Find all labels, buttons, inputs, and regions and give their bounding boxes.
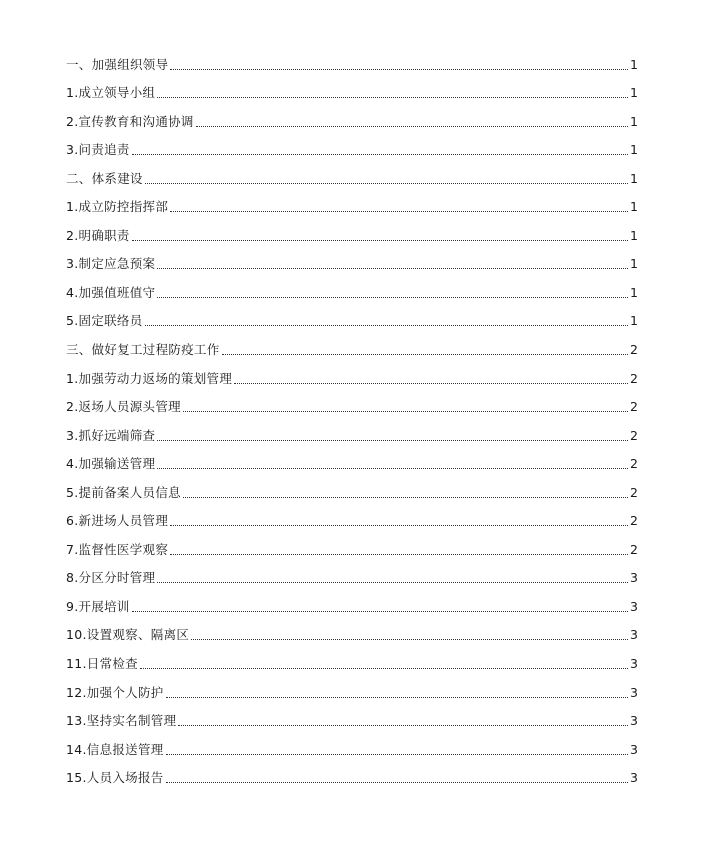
toc-dot-leader xyxy=(166,697,628,698)
toc-dot-leader xyxy=(145,325,629,326)
toc-page-number: 2 xyxy=(630,456,638,472)
toc-entry-text: 14.信息报送管理 xyxy=(66,741,164,757)
toc-entry-text: 2.明确职责 xyxy=(66,227,130,243)
toc-page-number: 1 xyxy=(630,113,638,129)
toc-dot-leader xyxy=(234,383,628,384)
toc-dot-leader xyxy=(196,126,628,127)
toc-entry-text: 9.开展培训 xyxy=(66,598,130,614)
toc-dot-leader xyxy=(170,211,628,212)
toc-dot-leader xyxy=(166,754,628,755)
toc-entry[interactable] xyxy=(66,130,638,159)
toc-entry-text: 2.宣传教育和沟通协调 xyxy=(66,113,194,129)
toc-dot-leader xyxy=(157,268,628,269)
toc-entry-text: 12.加强个人防护 xyxy=(66,684,164,700)
toc-dot-leader xyxy=(157,468,628,469)
toc-entry[interactable] xyxy=(66,558,638,587)
toc-dot-leader xyxy=(170,525,628,526)
toc-entry[interactable] xyxy=(66,415,638,444)
toc-entry[interactable] xyxy=(66,329,638,358)
toc-dot-leader xyxy=(157,582,628,583)
toc-dot-leader xyxy=(222,354,628,355)
toc-entry[interactable] xyxy=(66,529,638,558)
toc-entry-text: 8.分区分时管理 xyxy=(66,570,156,586)
toc-dot-leader xyxy=(170,554,628,555)
toc-page-number: 3 xyxy=(630,713,638,729)
toc-page-number: 1 xyxy=(630,313,638,329)
toc-page-number: 3 xyxy=(630,570,638,586)
toc-entry-text: 15.人员入场报告 xyxy=(66,770,164,786)
toc-entry[interactable] xyxy=(66,444,638,473)
toc-page-number: 1 xyxy=(630,256,638,272)
toc-entry-text: 2.返场人员源头管理 xyxy=(66,399,181,415)
toc-dot-leader xyxy=(132,240,628,241)
toc-page-number: 3 xyxy=(630,627,638,643)
toc-entry[interactable] xyxy=(66,215,638,244)
toc-entry-text: 11.日常检查 xyxy=(66,656,138,672)
toc-entry-text: 三、做好复工过程防疫工作 xyxy=(66,342,220,358)
toc-dot-leader xyxy=(157,97,628,98)
toc-entry[interactable] xyxy=(66,187,638,216)
toc-entry-text: 1.加强劳动力返场的策划管理 xyxy=(66,370,233,386)
toc-page-number: 2 xyxy=(630,427,638,443)
toc-dot-leader xyxy=(132,611,628,612)
toc-entry-text: 7.监督性医学观察 xyxy=(66,541,169,557)
toc-entry-text: 1.成立领导小组 xyxy=(66,85,156,101)
toc-page-number: 3 xyxy=(630,684,638,700)
toc-entry[interactable] xyxy=(66,472,638,501)
toc-entry[interactable] xyxy=(66,358,638,387)
table-of-contents xyxy=(66,44,638,786)
toc-page-number: 2 xyxy=(630,484,638,500)
toc-entry[interactable] xyxy=(66,158,638,187)
toc-dot-leader xyxy=(140,668,628,669)
toc-entry[interactable] xyxy=(66,387,638,416)
toc-dot-leader xyxy=(145,183,628,184)
toc-dot-leader xyxy=(132,154,628,155)
toc-entry[interactable] xyxy=(66,101,638,130)
toc-dot-leader xyxy=(178,725,628,726)
toc-entry-text: 二、体系建设 xyxy=(66,170,143,186)
toc-entry-text: 10.设置观察、隔离区 xyxy=(66,627,190,643)
toc-entry-text: 3.抓好远端筛查 xyxy=(66,427,156,443)
toc-dot-leader xyxy=(183,411,628,412)
toc-entry[interactable] xyxy=(66,272,638,301)
toc-dot-leader xyxy=(170,69,628,70)
toc-page-number: 3 xyxy=(630,770,638,786)
toc-page-number: 1 xyxy=(630,199,638,215)
toc-page-number: 2 xyxy=(630,541,638,557)
toc-dot-leader xyxy=(191,639,628,640)
toc-dot-leader xyxy=(166,782,628,783)
toc-entry[interactable] xyxy=(66,301,638,330)
toc-entry-text: 4.加强值班值守 xyxy=(66,284,156,300)
toc-entry[interactable] xyxy=(66,501,638,530)
toc-entry[interactable] xyxy=(66,244,638,273)
toc-dot-leader xyxy=(157,297,628,298)
toc-entry[interactable] xyxy=(66,701,638,730)
toc-page-number: 1 xyxy=(630,56,638,72)
toc-entry[interactable] xyxy=(66,729,638,758)
toc-page-number: 2 xyxy=(630,370,638,386)
toc-page-number: 3 xyxy=(630,741,638,757)
toc-page-number: 2 xyxy=(630,342,638,358)
toc-page-number: 3 xyxy=(630,598,638,614)
toc-entry-text: 5.提前备案人员信息 xyxy=(66,484,181,500)
toc-entry-text: 6.新进场人员管理 xyxy=(66,513,169,529)
toc-entry-text: 4.加强输送管理 xyxy=(66,456,156,472)
toc-entry[interactable] xyxy=(66,758,638,787)
toc-entry-text: 3.制定应急预案 xyxy=(66,256,156,272)
toc-entry-text: 3.问责追责 xyxy=(66,142,130,158)
toc-entry[interactable] xyxy=(66,586,638,615)
toc-page-number: 3 xyxy=(630,656,638,672)
toc-page-number: 2 xyxy=(630,513,638,529)
toc-entry-text: 1.成立防控指挥部 xyxy=(66,199,169,215)
toc-entry-text: 一、加强组织领导 xyxy=(66,56,169,72)
toc-page-number: 2 xyxy=(630,399,638,415)
toc-entry[interactable] xyxy=(66,73,638,102)
toc-entry-text: 5.固定联络员 xyxy=(66,313,143,329)
toc-page-number: 1 xyxy=(630,284,638,300)
toc-entry[interactable] xyxy=(66,643,638,672)
toc-entry[interactable] xyxy=(66,44,638,73)
toc-page-number: 1 xyxy=(630,142,638,158)
toc-page-number: 1 xyxy=(630,85,638,101)
toc-entry[interactable] xyxy=(66,672,638,701)
toc-page-number: 1 xyxy=(630,227,638,243)
toc-entry-text: 13.坚持实名制管理 xyxy=(66,713,177,729)
toc-page-number: 1 xyxy=(630,170,638,186)
toc-dot-leader xyxy=(157,440,628,441)
toc-entry[interactable] xyxy=(66,615,638,644)
toc-dot-leader xyxy=(183,497,628,498)
